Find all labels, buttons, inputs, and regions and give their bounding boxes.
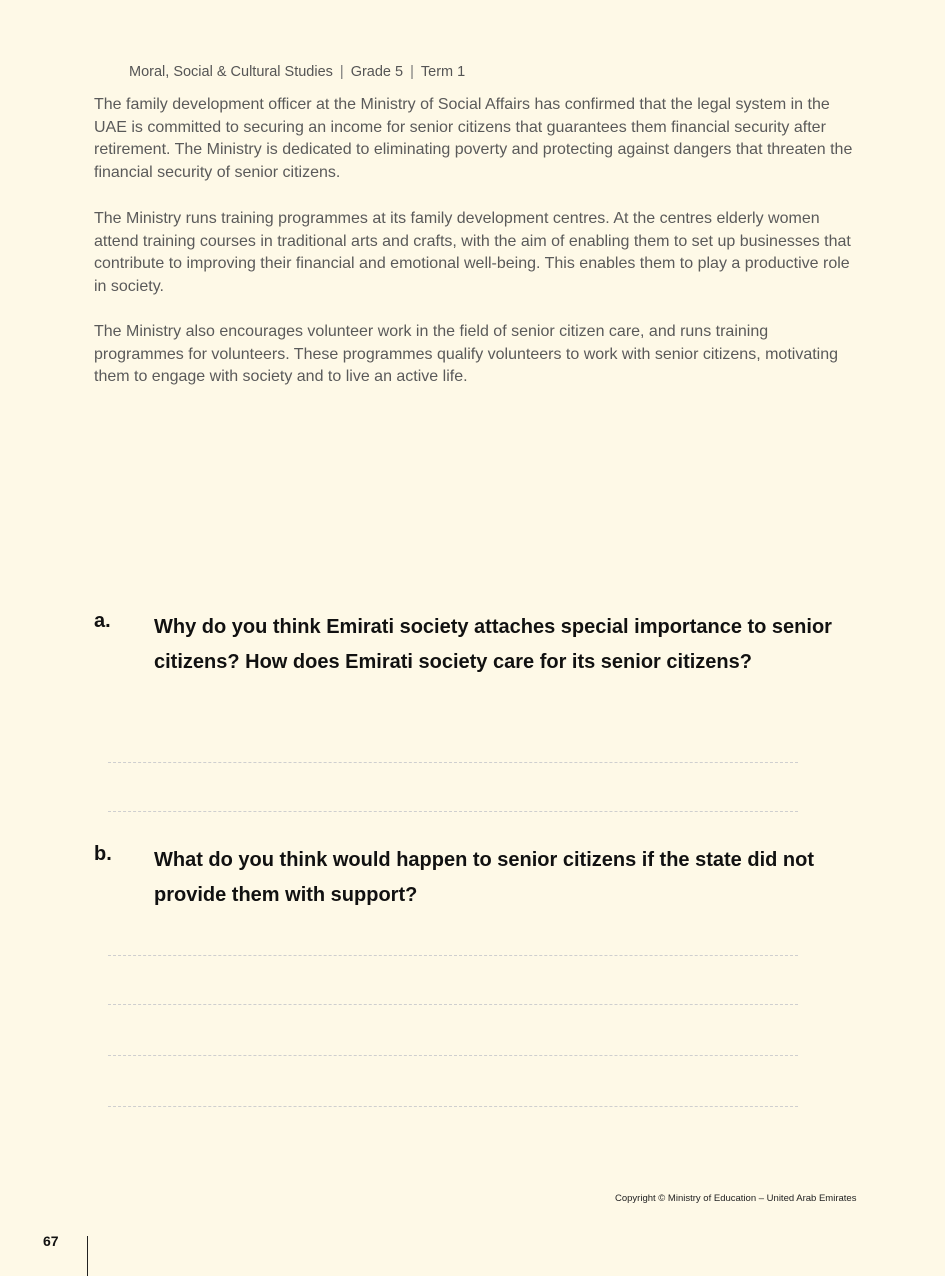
question-text: What do you think would happen to senior citizens if the state did not provide them with support?: [154, 849, 814, 906]
page-header: [129, 64, 465, 80]
copyright-notice: Copyright © Ministry of Education – United Arab Emirates: [615, 1193, 857, 1204]
header-subject: Moral, Social & Cultural Studies: [129, 64, 333, 80]
answer-line[interactable]: [108, 762, 798, 763]
header-separator: |: [410, 64, 414, 80]
question-text: Why do you think Emirati society attaches special importance to senior citizens? How does Emirati society care for its senior citizens?: [154, 616, 832, 673]
body-paragraph: The Ministry runs training programmes at its family development centres. At the centres elderly women attend training courses in traditional arts and crafts, with the aim of enabling them to set up businesses that contribute to improving their financial and emotional well-being. This enables them to play a productive role in society.: [94, 210, 851, 295]
body-paragraph: The family development officer at the Ministry of Social Affairs has confirmed that the legal system in the UAE is committed to securing an income for senior citizens that guarantees them financial security after retirement. The Ministry is dedicated to eliminating poverty and protecting against dangers that threaten the financial security of senior citizens.: [94, 96, 853, 181]
question-letter: b.: [94, 843, 112, 865]
answer-line[interactable]: [108, 1106, 798, 1107]
question-letter: a.: [94, 610, 111, 632]
header-separator: |: [339, 64, 344, 80]
answer-line[interactable]: [108, 1055, 798, 1056]
answer-line[interactable]: [108, 811, 798, 812]
answer-line[interactable]: [108, 955, 798, 956]
page-number: 67: [43, 1233, 59, 1249]
body-paragraph: The Ministry also encourages volunteer work in the field of senior citizen care, and runs training programmes for volunteers. These programmes qualify volunteers to work with senior citizens, motivating them to engage with society and to live an active life.: [94, 323, 839, 386]
header-term: Term 1: [420, 64, 466, 80]
page-divider: [87, 1236, 88, 1276]
answer-line[interactable]: [108, 1004, 798, 1005]
header-grade: Grade 5: [350, 64, 404, 80]
